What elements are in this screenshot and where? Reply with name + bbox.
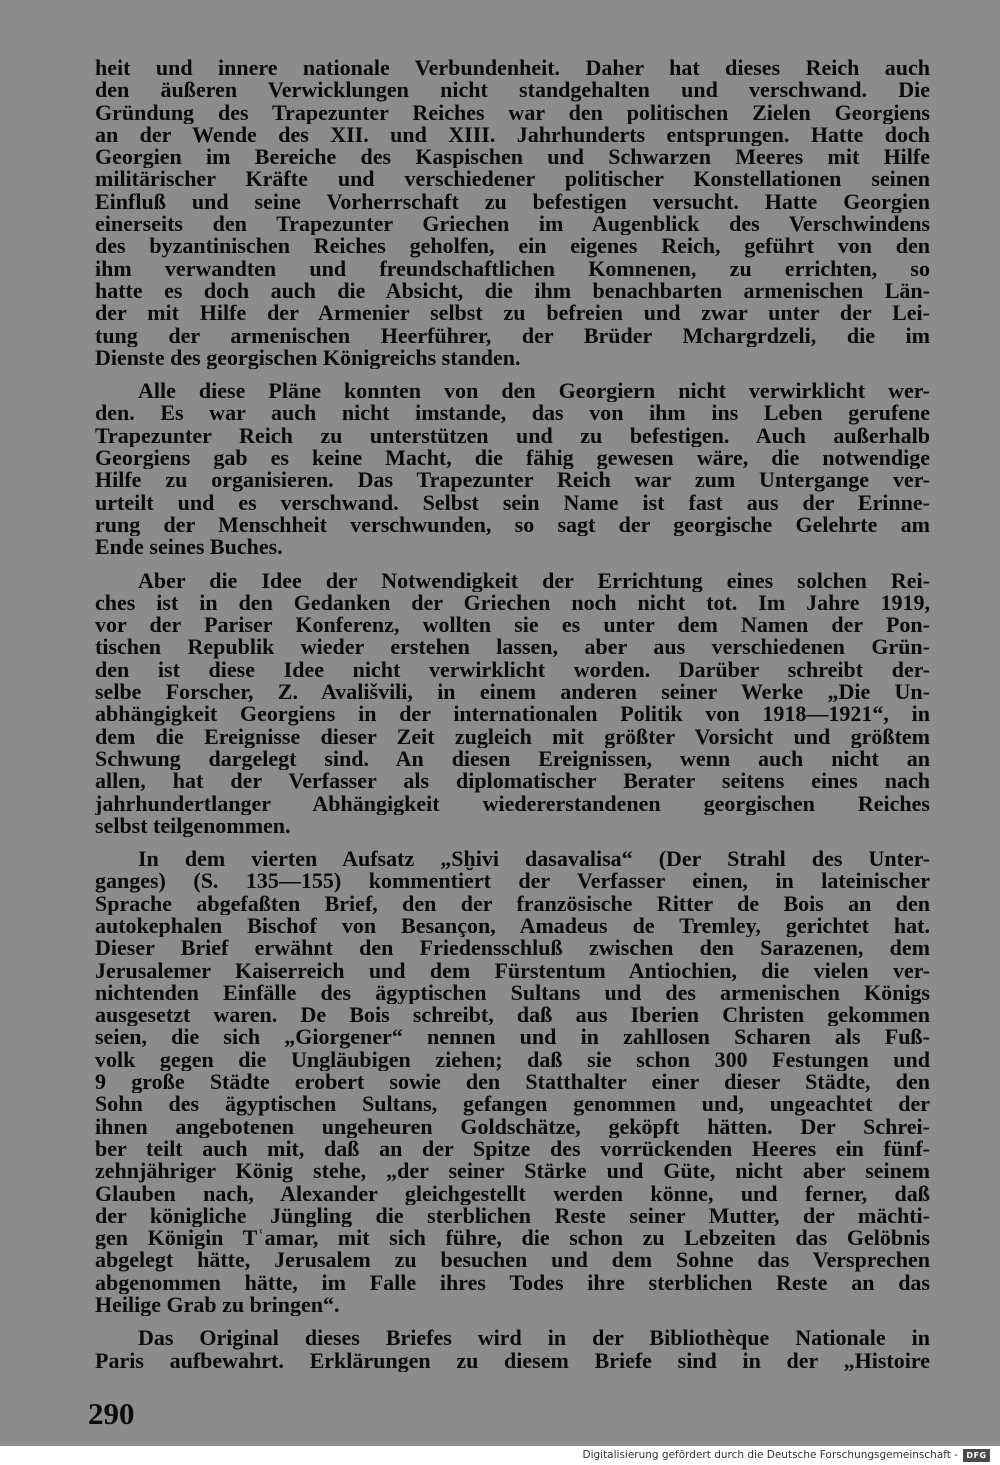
footer-credit-text: Digitalisierung gefördert durch die Deutsche Forschungsgemeinschaft - (582, 1449, 958, 1461)
text-line: der mit Hilfe der Armenier selbst zu befreien und zwar unter der Lei- (95, 302, 930, 325)
text-line: rung der Menschheit verschwunden, so sagt der georgische Gelehrte am (95, 513, 930, 537)
digitization-footer (0, 1446, 1000, 1465)
text-line: den äußeren Verwicklungen nicht standgehalten und verschwand. Die (95, 79, 930, 102)
text-line: Dieser Brief erwähnt den Friedensschluß zwischen den Sarazenen, dem (95, 937, 930, 960)
text-line: selbst teilgenommen. (95, 814, 291, 838)
text-line: der königliche Jüngling die sterblichen Reste seiner Mutter, der mächti- (95, 1204, 930, 1228)
text-line: allen, hat der Verfasser als diplomatischer Berater seitens eines nach (95, 770, 930, 793)
text-line: Georgien im Bereiche des Kaspischen und Schwarzen Meeres mit Hilfe (95, 146, 930, 169)
text-line: nichtenden Einfälle des ägyptischen Sultans und des armenischen Königs (95, 981, 930, 1005)
text-line: autokephalen Bischof von Besançon, Amadeus de Tremley, gerichtet hat. (95, 914, 930, 938)
dfg-logo: DFG (963, 1449, 990, 1462)
text-line: Das Original dieses Briefes wird in der Bibliothèque Nationale in (138, 1327, 930, 1350)
text-line: ches ist in den Gedanken der Griechen noch nicht tot. Im Jahre 1919, (95, 591, 930, 615)
text-line: Glauben nach, Alexander gleichgestellt werden könne, und ferner, daß (95, 1182, 930, 1205)
text-line: den. Es war auch nicht imstande, das von ihm ins Leben gerufene (95, 402, 930, 425)
paragraph (95, 570, 930, 838)
text-line: 9 große Städte erobert sowie den Statthalter einer dieser Städte, den (95, 1071, 930, 1094)
text-line: gen Königin Tʿamar, mit sich führe, die schon zu Lebzeiten das Gelöbnis (95, 1227, 930, 1250)
text-line: volk gegen die Ungläubigen ziehen; daß sie schon 300 Festungen und (95, 1048, 930, 1072)
text-line: Ende seines Buches. (95, 536, 283, 559)
text-line: militärischer Kräfte und verschiedener politischer Konstellationen seinen (95, 168, 930, 191)
text-line: einerseits den Trapezunter Griechen im Augenblick des Verschwindens (95, 213, 930, 236)
text-line: Jerusalemer Kaiserreich und dem Fürstentum Antiochien, die vielen ver- (95, 959, 930, 982)
text-line: Sohn des ägyptischen Sultans, gefangen genommen und, ungeachtet der (95, 1093, 930, 1116)
text-line: heit und innere nationale Verbundenheit. Daher hat dieses Reich auch (95, 57, 930, 80)
text-line: abgelegt hätte, Jerusalem zu besuchen und dem Sohne das Versprechen (95, 1249, 930, 1272)
text-line: Hilfe zu organisieren. Das Trapezunter Reich war zum Untergange ver- (95, 469, 930, 492)
paragraph (95, 380, 930, 558)
text-line: Trapezunter Reich zu unterstützen und zu befestigen. Auch außerhalb (95, 424, 930, 448)
body-text (95, 57, 930, 1383)
text-line: selbe Forscher, Z. Avališvili, in einem anderen seiner Werke „Die Un- (95, 681, 930, 704)
paragraph (95, 57, 930, 369)
text-line: seien, die sich „Giorgener“ nennen und in zahllosen Scharen als Fuß- (95, 1026, 930, 1049)
text-line: tung der armenischen Heerführer, der Brüder Mchargrdzeli, die im (95, 324, 930, 347)
text-line: Gründung des Trapezunter Reiches war den politischen Zielen Georgiens (95, 101, 930, 124)
text-line: an der Wende des XII. und XIII. Jahrhunderts entsprungen. Hatte doch (95, 123, 930, 147)
text-line: Alle diese Pläne konnten von den Georgiern nicht verwirklicht wer- (138, 380, 930, 403)
text-line: zehnjähriger König stehe, „der seiner Stärke und Güte, nicht aber seinem (95, 1160, 930, 1183)
text-line: Aber die Idee der Notwendigkeit der Errichtung eines solchen Rei- (138, 569, 930, 592)
text-line: Sprache abgefaßten Brief, den der französische Ritter de Bois an den (95, 892, 930, 915)
text-line: tischen Republik wieder erstehen lassen, aber aus verschiedenen Grün- (95, 636, 930, 659)
text-line: Schwung dargelegt sind. An diesen Ereignissen, wenn auch nicht an (95, 747, 930, 771)
text-line: Georgiens gab es keine Macht, die fähig gewesen wäre, die notwendige (95, 447, 930, 470)
text-line: den ist diese Idee nicht verwirklicht worden. Darüber schreibt der- (95, 658, 930, 682)
text-line: hatte es doch auch die Absicht, die ihm benachbarten armenischen Län- (95, 279, 930, 303)
text-line: jahrhundertlanger Abhängigkeit wiedererstandenen georgischen Reiches (95, 792, 930, 815)
text-line: des byzantinischen Reiches geholfen, ein eigenes Reich, geführt von den (95, 235, 930, 258)
text-line: Dienste des georgischen Königreichs standen. (95, 346, 521, 370)
text-line: Einfluß und seine Vorherrschaft zu befestigen versucht. Hatte Georgien (95, 190, 930, 214)
text-line: ber teilt auch mit, daß an der Spitze des vorrückenden Heeres ein fünf- (95, 1137, 930, 1161)
text-line: vor der Pariser Konferenz, wollten sie es unter dem Namen der Pon- (95, 614, 930, 637)
text-line: abhängigkeit Georgiens in der internationalen Politik von 1918—1921“, in (95, 703, 930, 726)
paragraph (95, 848, 930, 1316)
paragraph (95, 1327, 930, 1372)
text-line: urteilt und es verschwand. Selbst sein Name ist fast aus der Erinne- (95, 491, 930, 514)
text-line: ganges) (S. 135—155) kommentiert der Verfasser einen, in lateinischer (95, 870, 930, 893)
text-line: Paris aufbewahrt. Erklärungen zu diesem Briefe sind in der „Histoire (95, 1349, 930, 1372)
text-line: Heilige Grab zu bringen“. (95, 1294, 340, 1317)
text-line: ausgesetzt waren. De Bois schreibt, daß aus Iberien Christen gekommen (95, 1004, 930, 1027)
page-number: 290 (88, 1396, 135, 1431)
text-line: ihnen angebotenen ungeheuren Goldschätze, geköpft hätten. Der Schrei- (95, 1115, 930, 1138)
text-line: In dem vierten Aufsatz „Sḫivi dasavalisa“ (Der Strahl des Unter- (138, 848, 930, 871)
text-line: dem die Ereignisse dieser Zeit zugleich mit größter Vorsicht und größtem (95, 725, 930, 748)
text-line: ihm verwandten und freundschaftlichen Komnenen, zu errichten, so (95, 257, 930, 280)
text-line: abgenommen hätte, im Falle ihres Todes ihre sterblichen Reste an das (95, 1271, 930, 1295)
